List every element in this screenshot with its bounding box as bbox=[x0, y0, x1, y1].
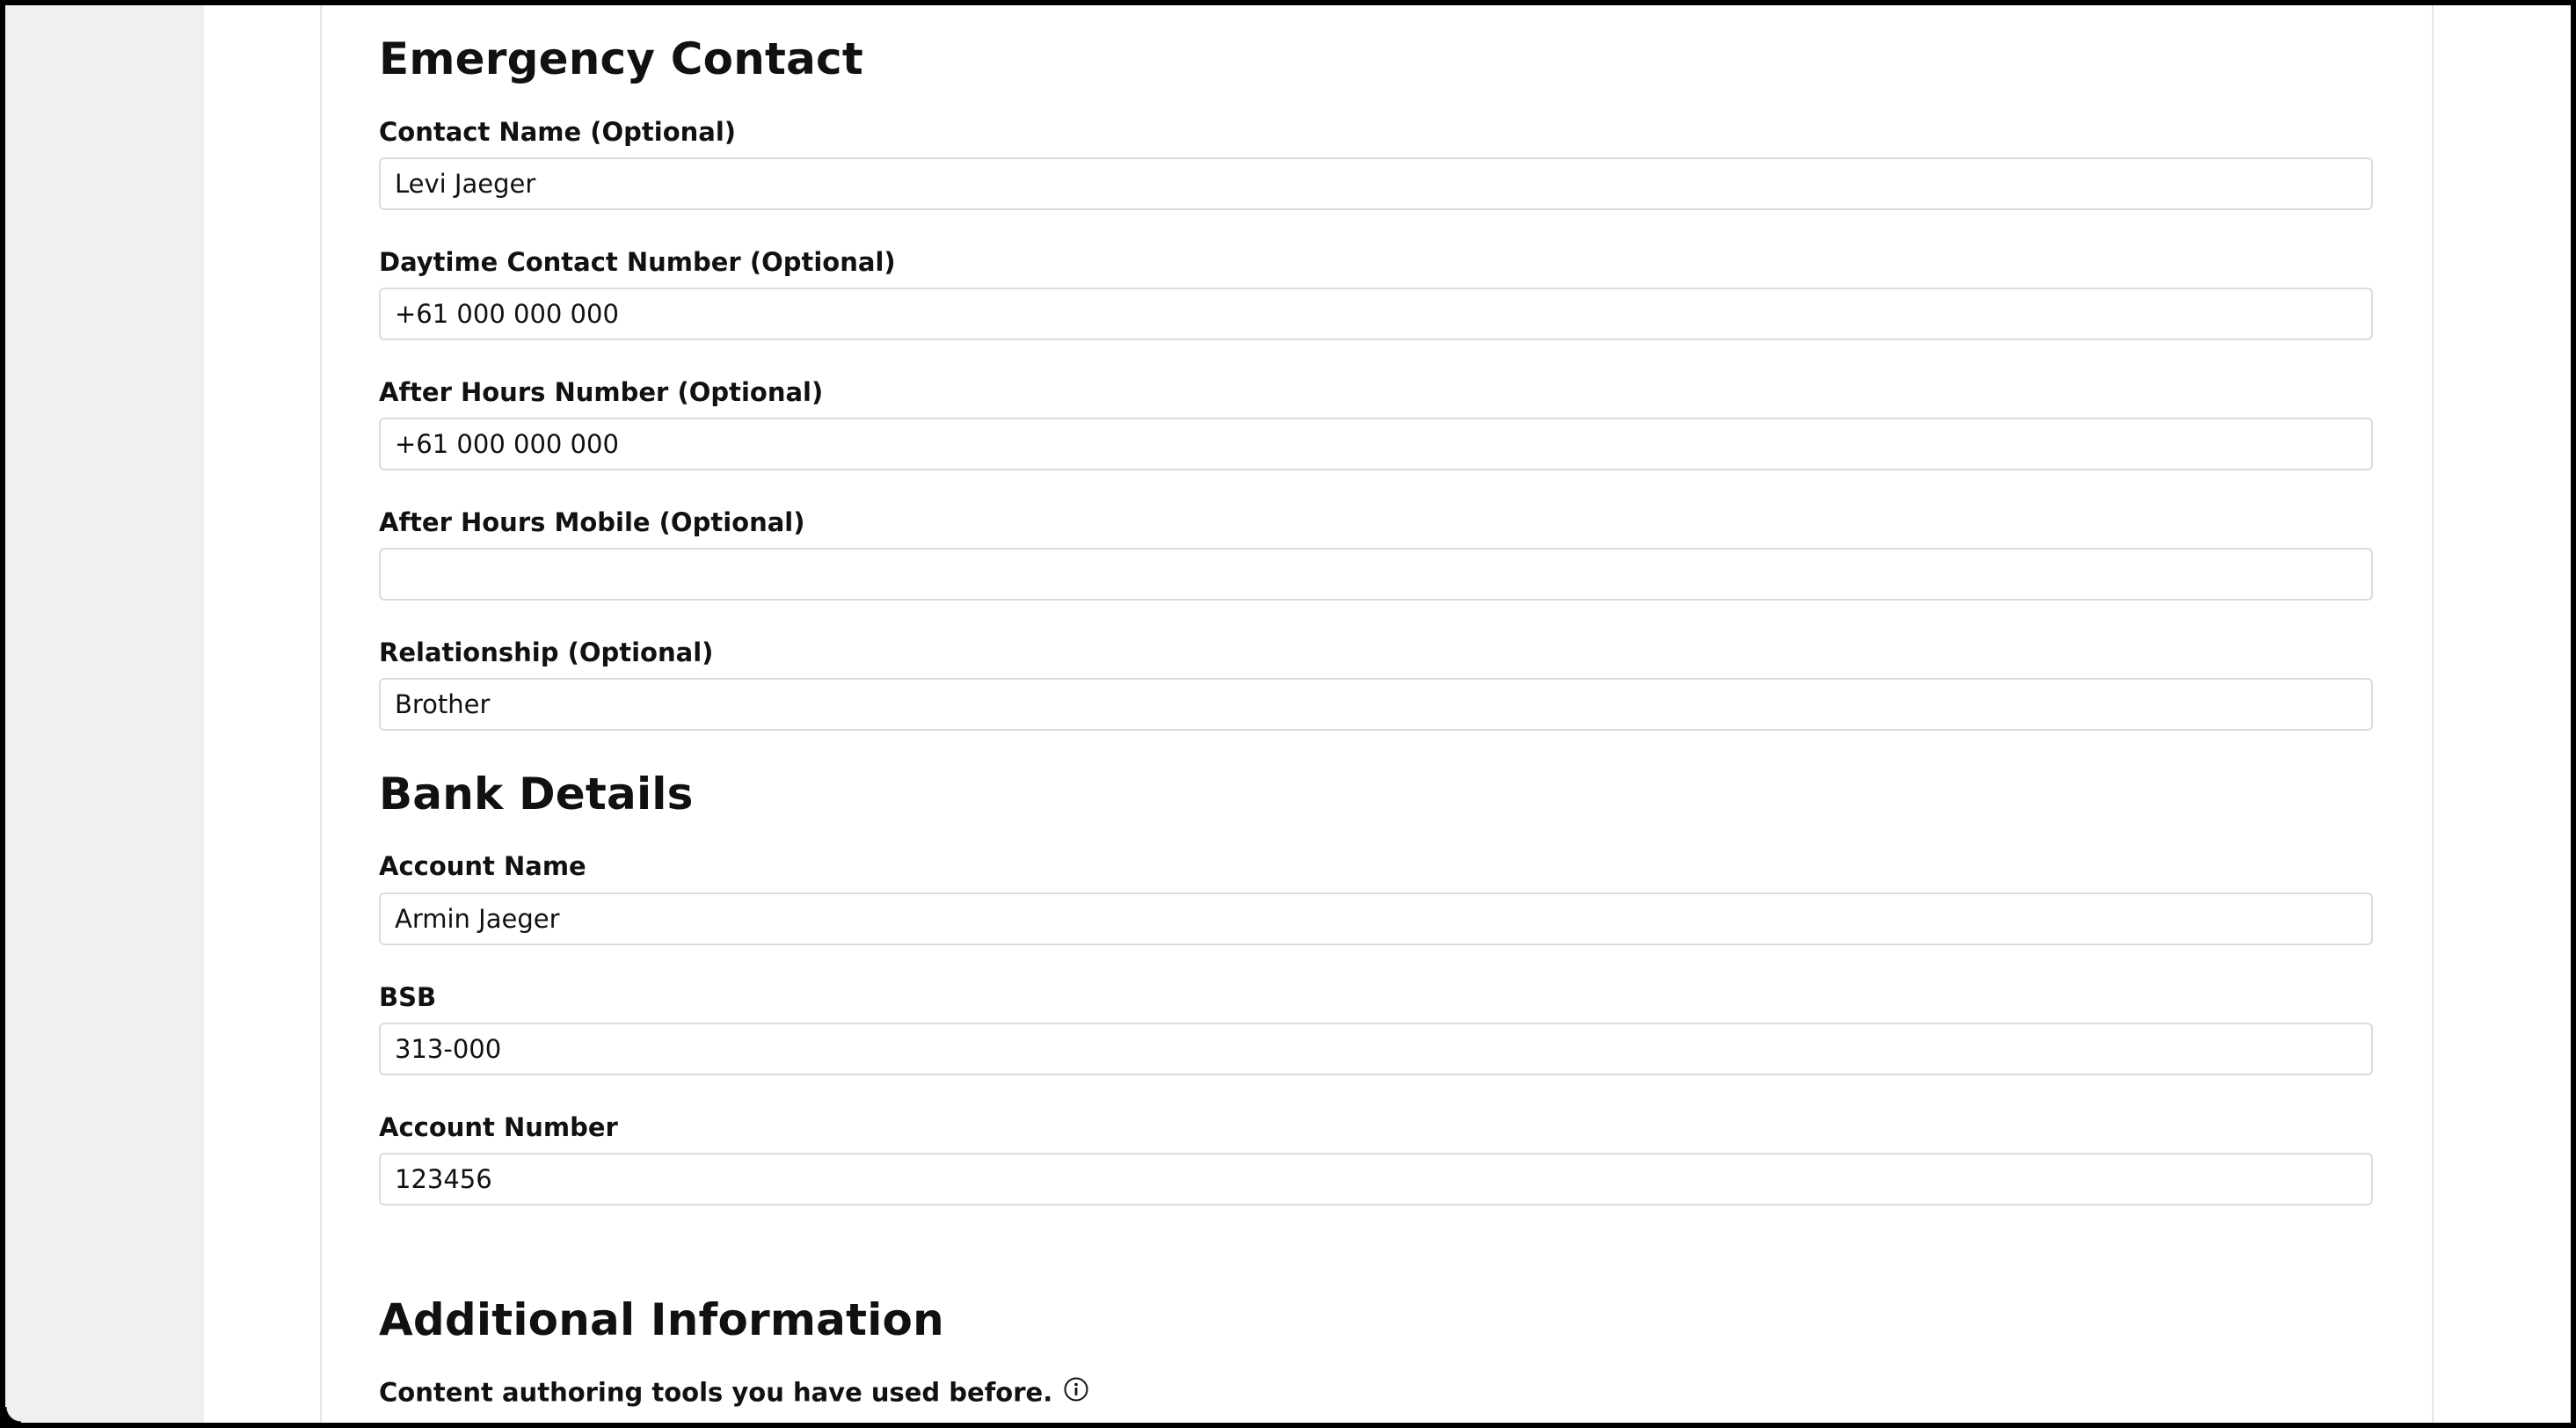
additional-information-heading: Additional Information bbox=[379, 1294, 944, 1345]
bsb-label: BSB bbox=[379, 982, 437, 1012]
bank-details-heading: Bank Details bbox=[379, 769, 694, 820]
left-sidebar-rail bbox=[5, 5, 204, 1423]
relationship-input[interactable] bbox=[379, 678, 2373, 731]
authoring-tools-label: Content authoring tools you have used before. bbox=[379, 1377, 1053, 1408]
account-name-label: Account Name bbox=[379, 851, 586, 881]
browser-viewport bbox=[5, 5, 2571, 1423]
account-number-input[interactable] bbox=[379, 1153, 2373, 1206]
after-hours-number-label: After Hours Number (Optional) bbox=[379, 377, 824, 407]
daytime-contact-number-input[interactable] bbox=[379, 288, 2373, 340]
after-hours-mobile-input[interactable] bbox=[379, 548, 2373, 601]
relationship-label: Relationship (Optional) bbox=[379, 638, 714, 667]
emergency-contact-heading: Emergency Contact bbox=[379, 33, 863, 84]
account-number-label: Account Number bbox=[379, 1112, 618, 1142]
bsb-input[interactable] bbox=[379, 1023, 2373, 1075]
authoring-tools-label-row bbox=[379, 1379, 1089, 1410]
contact-name-label: Contact Name (Optional) bbox=[379, 117, 737, 147]
contact-name-input[interactable] bbox=[379, 157, 2373, 210]
after-hours-number-input[interactable] bbox=[379, 418, 2373, 470]
daytime-contact-number-label: Daytime Contact Number (Optional) bbox=[379, 247, 896, 277]
window-corner bbox=[5, 1407, 21, 1423]
account-name-input[interactable] bbox=[379, 892, 2373, 945]
after-hours-mobile-label: After Hours Mobile (Optional) bbox=[379, 507, 805, 537]
info-icon[interactable] bbox=[1063, 1376, 1089, 1407]
onboarding-form bbox=[320, 5, 2434, 1423]
